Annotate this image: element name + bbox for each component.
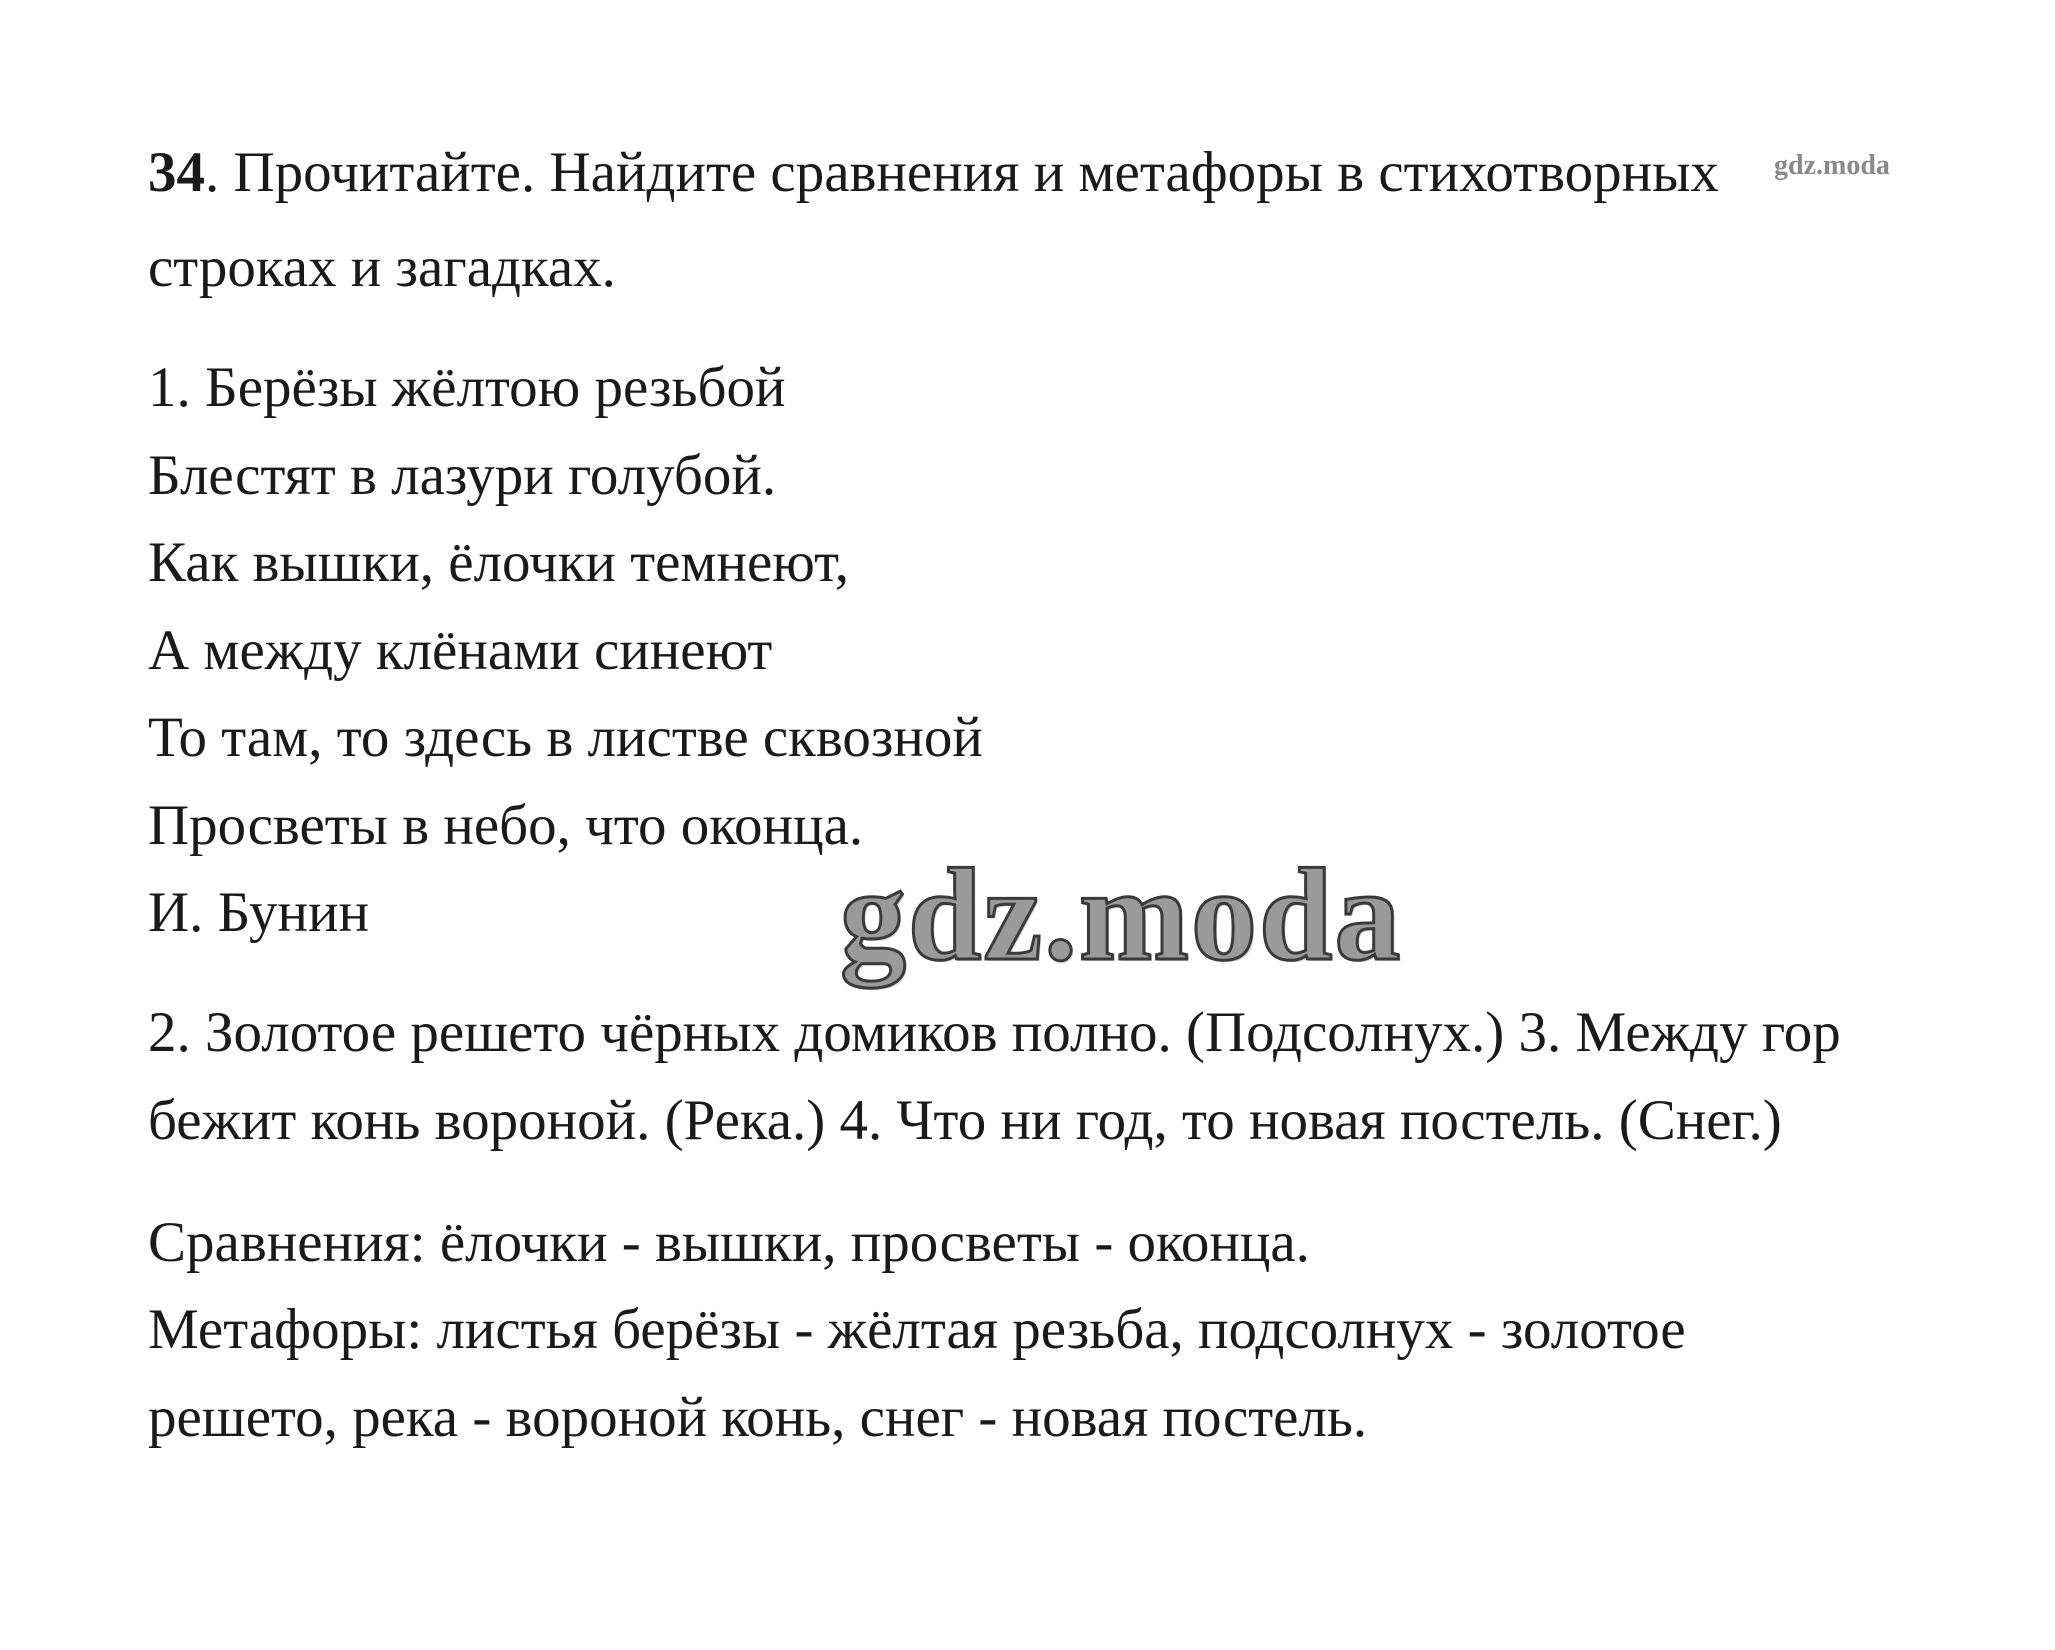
poem-line-6: Просветы в небо, что оконца. [148, 794, 864, 857]
poem-line-2: Блестят в лазури голубой. [148, 444, 777, 507]
riddles-line-1: 2. Золотое решето чёрных домиков полно. (Подсолнух.) 3. Между гор [148, 1001, 1841, 1064]
answer-comparisons: Сравнения: ёлочки - вышки, просветы - оконца. [148, 1211, 1310, 1274]
task-number: 34 [148, 141, 205, 204]
task-heading [148, 140, 1719, 206]
watermark-large: gdz.moda [840, 841, 1403, 988]
poem-line-5: То там, то здесь в листве сквозной [148, 706, 983, 769]
poem-author: И. Бунин [148, 881, 369, 944]
poem-line-4: А между клёнами синеют [148, 619, 773, 682]
poem-line-3: Как вышки, ёлочки темнеют, [148, 531, 849, 594]
answer-metaphors-line1: Метафоры: листья берёзы - жёлтая резьба, подсолнух - золотое [148, 1298, 1686, 1361]
answer-metaphors-line2: решето, река - вороной конь, снег - новая постель. [148, 1386, 1368, 1449]
watermark-small: gdz.moda [1774, 150, 1890, 181]
task-instruction-line2: строках и загадках. [148, 236, 616, 299]
poem-line-1: 1. Берёзы жёлтою резьбой [148, 356, 786, 419]
task-instruction-line1: . Прочитайте. Найдите сравнения и метафоры в стихотворных [205, 141, 1719, 204]
riddles-line-2: бежит конь вороной. (Река.) 4. Что ни год, то новая постель. (Снег.) [148, 1089, 1782, 1152]
